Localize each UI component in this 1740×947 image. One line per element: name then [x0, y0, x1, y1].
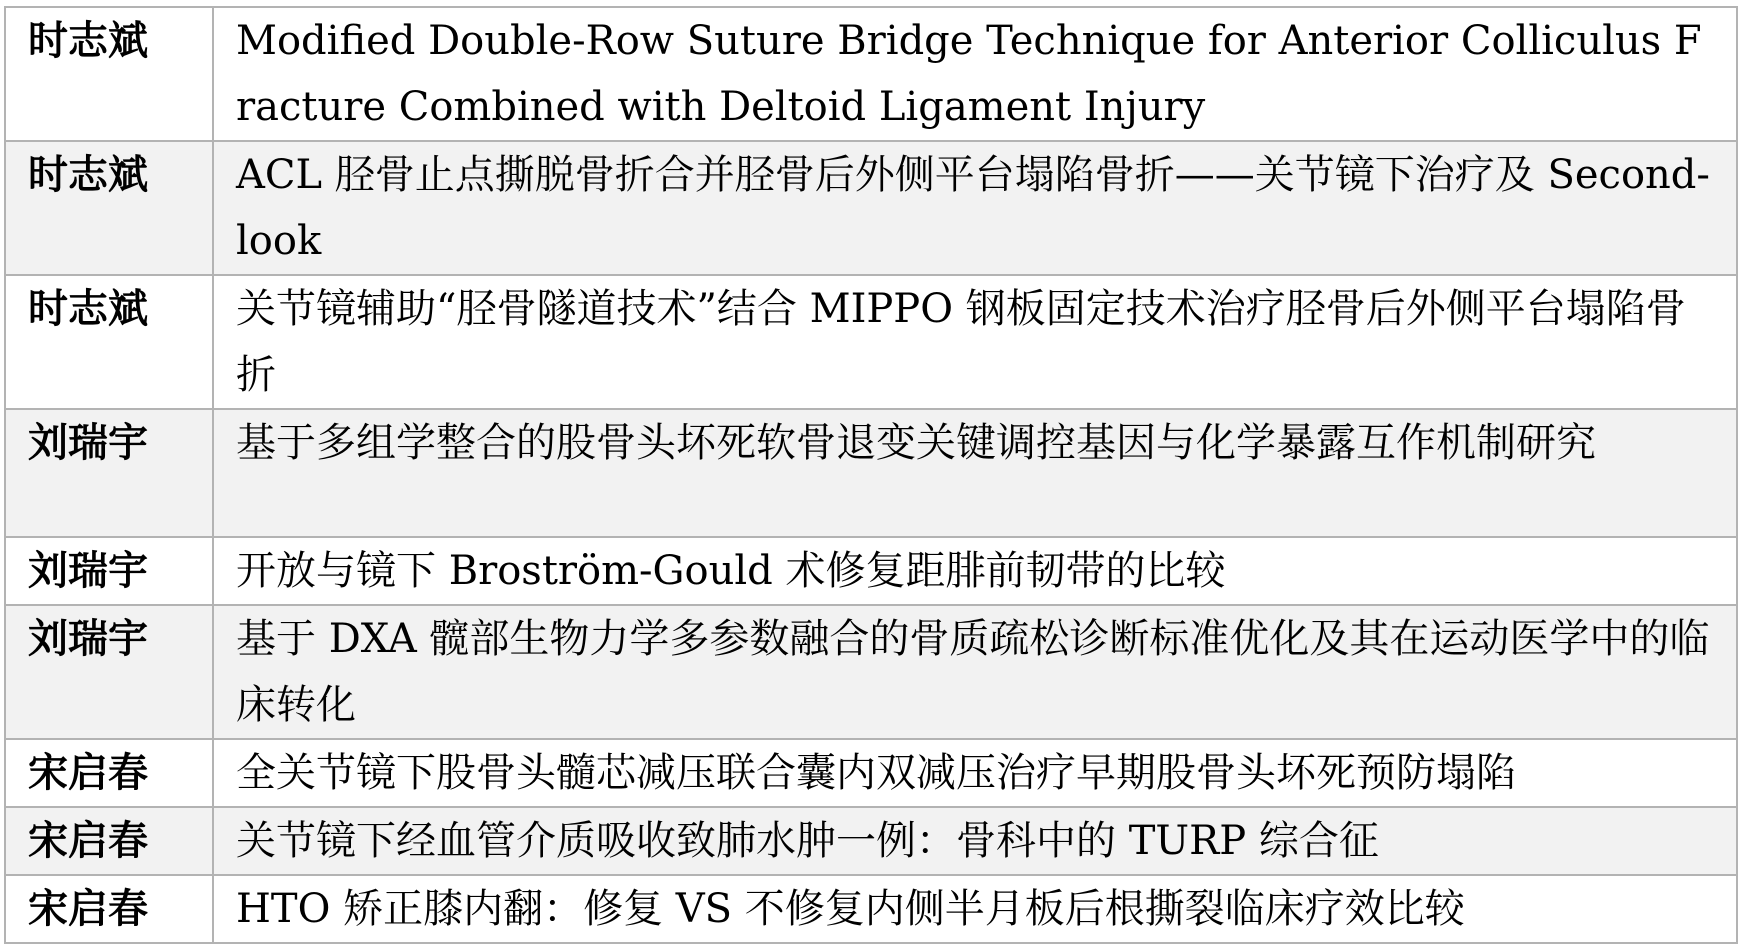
table-row — [5, 875, 1737, 943]
title-cell: ACL 胫骨止点撕脱骨折合并胫骨后外侧平台塌陷骨折——关节镜下治疗及 Second-look — [213, 141, 1737, 275]
author-cell: 宋启春 — [5, 739, 213, 807]
title-cell: Modified Double-Row Suture Bridge Technique for Anterior Colliculus Fracture Combined with Deltoid Ligament Injury — [213, 7, 1737, 141]
table-row — [5, 807, 1737, 875]
title-cell: 全关节镜下股骨头髓芯减压联合囊内双减压治疗早期股骨头坏死预防塌陷 — [213, 739, 1737, 807]
title-cell: 关节镜辅助“胫骨隧道技术”结合 MIPPO 钢板固定技术治疗胫骨后外侧平台塌陷骨折 — [213, 275, 1737, 409]
author-cell: 刘瑞宇 — [5, 409, 213, 537]
table-row — [5, 7, 1737, 141]
table-row — [5, 605, 1737, 739]
author-cell: 宋启春 — [5, 875, 213, 943]
author-cell: 时志斌 — [5, 141, 213, 275]
title-cell: 关节镜下经血管介质吸收致肺水肿一例：骨科中的 TURP 综合征 — [213, 807, 1737, 875]
title-cell: 基于 DXA 髋部生物力学多参数融合的骨质疏松诊断标准优化及其在运动医学中的临床转化 — [213, 605, 1737, 739]
table-row — [5, 141, 1737, 275]
table-row — [5, 275, 1737, 409]
research-projects-table — [4, 6, 1738, 944]
title-cell: HTO 矫正膝内翻：修复 VS 不修复内侧半月板后根撕裂临床疗效比较 — [213, 875, 1737, 943]
table-row — [5, 537, 1737, 605]
title-cell: 开放与镜下 Broström-Gould 术修复距腓前韧带的比较 — [213, 537, 1737, 605]
title-cell: 基于多组学整合的股骨头坏死软骨退变关键调控基因与化学暴露互作机制研究 — [213, 409, 1737, 537]
author-cell: 时志斌 — [5, 275, 213, 409]
author-cell: 刘瑞宇 — [5, 537, 213, 605]
table-row — [5, 409, 1737, 537]
author-cell: 刘瑞宇 — [5, 605, 213, 739]
table-row — [5, 739, 1737, 807]
author-cell: 宋启春 — [5, 807, 213, 875]
author-cell: 时志斌 — [5, 7, 213, 141]
